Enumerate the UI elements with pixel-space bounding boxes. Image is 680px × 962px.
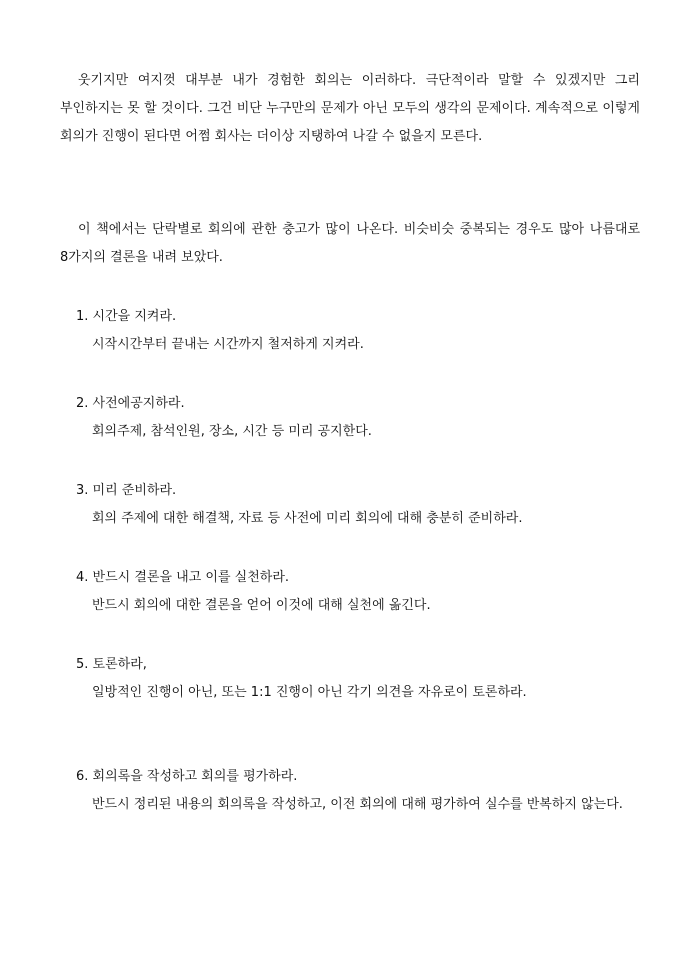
- list-item-title: 4. 반드시 결론을 내고 이를 실천하라.: [76, 570, 290, 585]
- list-item-title: 6. 회의록을 작성하고 회의를 평가하라.: [76, 769, 298, 784]
- list-item-body: 반드시 정리된 내용의 회의록을 작성하고, 이전 회의에 대해 평가하여 실수를 반복하지 않는다.: [92, 797, 623, 812]
- list-item: [76, 763, 636, 819]
- list-item: [76, 477, 636, 533]
- list-item-title: 1. 시간을 지켜라.: [76, 309, 177, 324]
- list-item-body: 회의 주제에 대한 해결책, 자료 등 사전에 미리 회의에 대해 충분히 준비하라.: [92, 511, 523, 526]
- intro-paragraph: 웃기지만 여지껏 대부분 내가 경험한 회의는 이러하다. 극단적이라 말할 수 있겠지만 그리 부인하지는 못 할 것이다. 그건 비단 누구만의 문제가 아닌 모두의 생각의 문제이다. 계속적으로 이렇게 회의가 진행이 된다면 어쩜 회사는 더이상 지탱하여 나갈 수 없을지 모른다.: [60, 73, 640, 144]
- list-item: [76, 303, 636, 359]
- list-item-body: 회의주제, 참석인원, 장소, 시간 등 미리 공지한다.: [92, 424, 372, 439]
- list-item: [76, 390, 636, 446]
- list-item-body: 일방적인 진행이 아닌, 또는 1:1 진행이 아닌 각기 의견을 자유로이 토론하라.: [92, 685, 527, 700]
- list-item-body: 반드시 회의에 대한 결론을 얻어 이것에 대해 실천에 옮긴다.: [92, 598, 431, 613]
- list-item: [76, 651, 636, 707]
- summary-paragraph: 이 책에서는 단락별로 회의에 관한 충고가 많이 나온다. 비슷비슷 중복되는 경우도 많아 나름대로 8가지의 결론을 내려 보았다.: [60, 222, 640, 265]
- list-item-body: 시작시간부터 끝내는 시간까지 철저하게 지켜라.: [92, 337, 364, 352]
- list-item-title: 3. 미리 준비하라.: [76, 483, 177, 498]
- list-item-title: 5. 토론하라,: [76, 657, 147, 672]
- list-item: [76, 564, 636, 620]
- list-item-title: 2. 사전에공지하라.: [76, 396, 185, 411]
